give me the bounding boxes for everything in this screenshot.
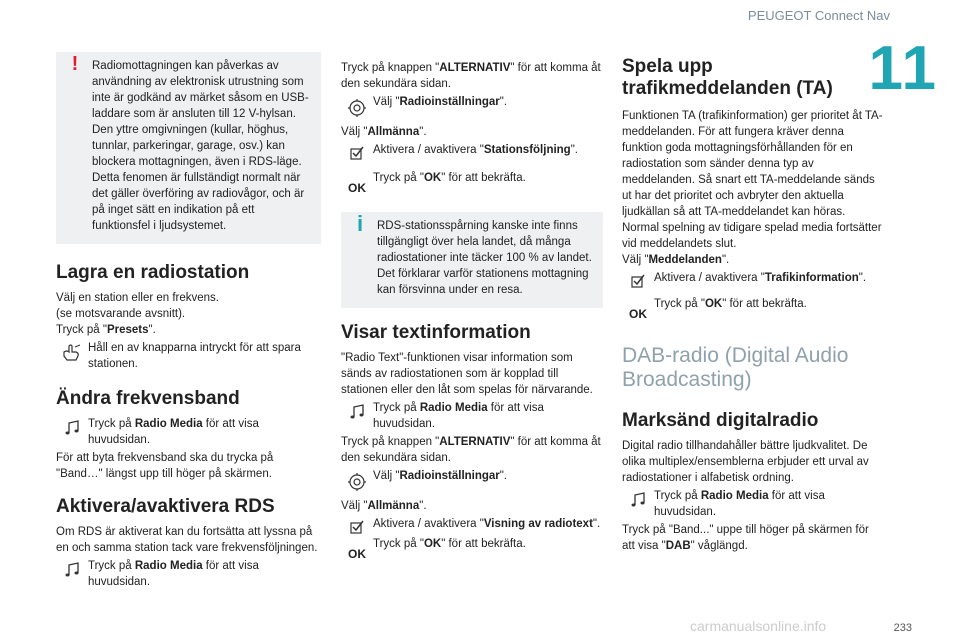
hand-touch-icon: [56, 340, 88, 362]
section-title-dab: DAB-radio (Digital Audio Broadcasting): [622, 344, 849, 391]
paragraph: Välj en station eller en frekvens.: [56, 292, 220, 304]
checkbox-icon: [341, 516, 373, 534]
column-3: [622, 56, 884, 554]
paragraph: Välj "Allmänna".: [341, 126, 427, 138]
step: [56, 558, 321, 590]
page-number: 233: [893, 622, 912, 634]
step-text: Tryck på Radio Media för att visa huvudsidan.: [373, 402, 544, 430]
step: [341, 536, 603, 562]
music-note-icon: [56, 558, 88, 578]
info-box: [341, 212, 603, 308]
step-text: Tryck på Radio Media för att visa huvudsidan.: [654, 490, 825, 518]
step: [622, 296, 884, 322]
paragraph: Tryck på knappen "ALTERNATIV" för att komma åt den sekundära sidan.: [341, 436, 601, 464]
column-1: [56, 52, 321, 592]
step: [341, 142, 603, 160]
checkbox-icon: [341, 142, 373, 160]
chapter-number: 11: [868, 34, 938, 103]
music-note-icon: [341, 400, 373, 420]
step-text: Välj "Radioinställningar".: [373, 96, 508, 108]
paragraph: "Radio Text"-funktionen visar information som sänds av radiostationen som är kopplad till stationen eller den låt som spelas för närvarande.: [341, 352, 593, 396]
ok-icon: OK: [348, 181, 366, 195]
music-note-icon: [622, 488, 654, 508]
step: [341, 468, 603, 492]
paragraph: Välj "Meddelanden".: [622, 254, 730, 266]
paragraph: Välj "Allmänna".: [341, 500, 427, 512]
step-text: Aktivera / avaktivera "Visning av radiotext".: [373, 518, 601, 530]
running-header: PEUGEOT Connect Nav: [747, 8, 890, 23]
watermark: carmanualsonline.info: [690, 618, 827, 634]
paragraph: Tryck på "Band..." uppe till höger på skärmen för att visa "DAB" våglängd.: [622, 524, 869, 552]
paragraph: (se motsvarande avsnitt).: [56, 308, 186, 320]
column-2: [341, 60, 603, 564]
paragraph: Tryck på knappen "ALTERNATIV" för att komma åt den sekundära sidan.: [341, 62, 601, 90]
step: [341, 170, 603, 196]
info-icon: i: [356, 211, 364, 236]
step: [622, 270, 884, 288]
paragraph: Digital radio tillhandahåller bättre ljudkvalitet. De olika multiplex/ensemblerna erbjuder ett urval av radiostationer i alfabetisk ordning.: [622, 440, 869, 484]
warning-box: [56, 52, 321, 244]
step-text: Aktivera / avaktivera "Stationsföljning".: [373, 144, 578, 156]
warning-text: Radiomottagningen kan påverkas av användning av elektronisk utrustning som inte är godkänd av märket såsom en USB-laddare som är ansluten till 12 V-hylsan. Den yttre omgivningen (kullar, höghus, tunnlar, parkeringar, garage, osv.) kan blockera mottagningen, även i RDS-läge. Detta fenomen är fullständigt normalt när det gäller överföring av radiovågor, och är på inget sätt en indikation på ett funktionsfel i ljudsystemet.: [92, 60, 309, 232]
step-text: Tryck på "OK" för att bekräfta.: [373, 172, 526, 184]
step: [622, 488, 884, 520]
paragraph: För att byta frekvensband ska du trycka på "Band…" längst upp till höger på skärmen.: [56, 452, 274, 480]
section-title-text-info: Visar textinformation: [341, 322, 531, 343]
step-text: Tryck på Radio Media för att visa huvudsidan.: [88, 560, 259, 588]
step: [341, 94, 603, 118]
step: [56, 416, 321, 448]
step: [56, 340, 321, 372]
step-text: Tryck på "OK" för att bekräfta.: [373, 538, 526, 550]
section-title-digital-radio: Marksänd digitalradio: [622, 410, 819, 431]
info-text: RDS-stationsspårning kanske inte finns tillgängligt över hela landet, då många radiostationer inte täcker 100 % av landet. Det förklarar varför stationens mottagning kan försvinna under en resa.: [377, 220, 592, 296]
ok-icon: OK: [629, 307, 647, 321]
step-text: Aktivera / avaktivera "Trafikinformation".: [654, 272, 867, 284]
step-text: Tryck på Radio Media för att visa huvudsidan.: [88, 418, 259, 446]
paragraph: Funktionen TA (trafikinformation) ger prioritet åt TA-meddelanden. För att fungera kräver denna funktion goda mottagningsförhållanden för en radiostation som sänder denna typ av meddelanden. Så snart ett TA-meddelande sänds ut har det prioritet och avbryter den aktuella ljudkällan så att TA-meddelandet kan höras. Normal spelning av tidigare spelad media fortsätter vid meddelandets slut.: [622, 110, 883, 250]
paragraph: Om RDS är aktiverat kan du fortsätta att lyssna på en och samma station tack vare frekvensföljningen.: [56, 526, 318, 554]
warning-icon: !: [71, 53, 79, 75]
radio-settings-icon: [341, 468, 373, 492]
ok-icon: OK: [348, 547, 366, 561]
step: [341, 400, 603, 432]
step: [341, 516, 603, 534]
checkbox-icon: [622, 270, 654, 288]
step-text: Tryck på "OK" för att bekräfta.: [654, 298, 807, 310]
step-text: Håll en av knapparna intryckt för att spara stationen.: [88, 342, 301, 370]
section-title-traffic: Spela upp trafikmeddelanden (TA): [622, 56, 833, 99]
radio-settings-icon: [341, 94, 373, 118]
section-title-store-station: Lagra en radiostation: [56, 262, 250, 283]
music-note-icon: [56, 416, 88, 436]
step-text: Välj "Radioinställningar".: [373, 470, 508, 482]
section-title-rds: Aktivera/avaktivera RDS: [56, 496, 275, 517]
section-title-change-band: Ändra frekvensband: [56, 388, 240, 409]
paragraph: Tryck på "Presets".: [56, 324, 156, 336]
